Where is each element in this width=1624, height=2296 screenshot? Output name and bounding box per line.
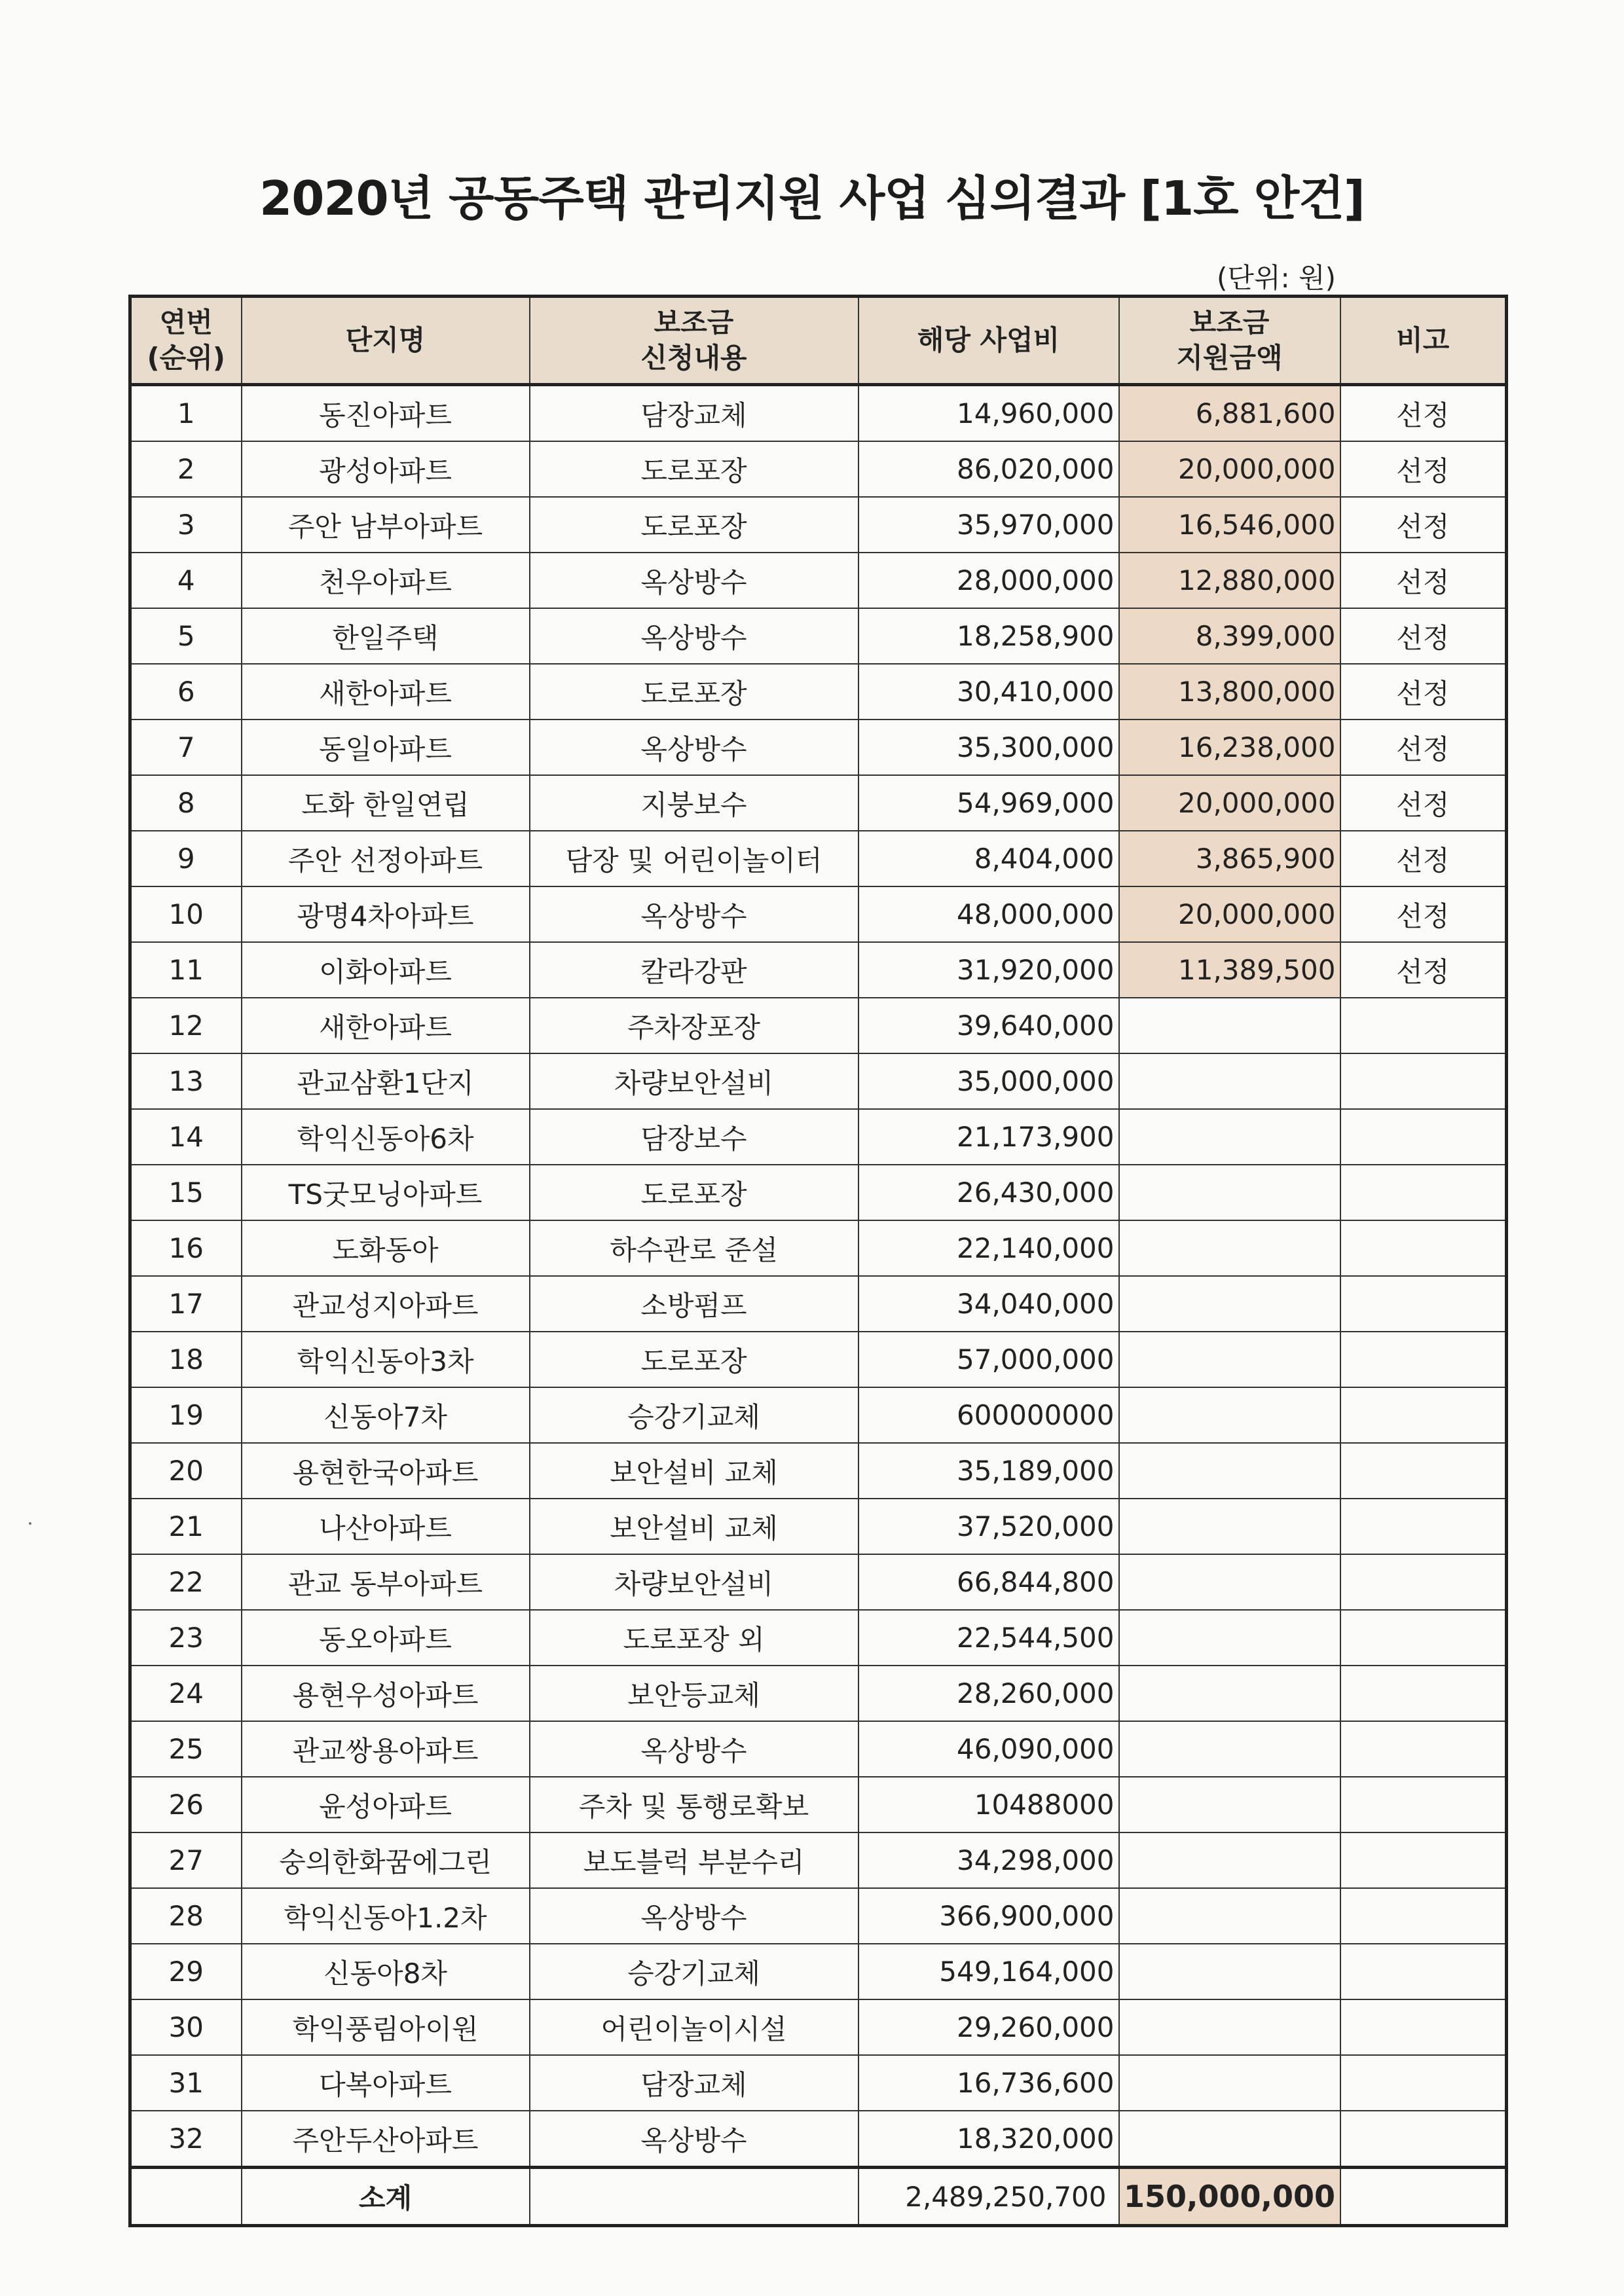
table-row <box>130 1220 1507 1276</box>
row-note: 선정 <box>1340 831 1507 886</box>
row-no: 18 <box>130 1332 242 1387</box>
table-row <box>130 942 1507 998</box>
document-title: 2020년 공동주택 관리지원 사업 심의결과 [1호 안건] <box>259 171 1365 226</box>
row-complex: 새한아파트 <box>242 998 530 1053</box>
header-note-text: 비고 <box>1396 324 1450 356</box>
row-request: 옥상방수 <box>530 2111 858 2168</box>
row-cost: 21,173,900 <box>858 1109 1119 1165</box>
row-cost: 35,300,000 <box>858 720 1119 775</box>
table-row <box>130 998 1507 1053</box>
table-row <box>130 497 1507 553</box>
row-request: 도로포장 <box>530 1165 858 1220</box>
row-complex: 천우아파트 <box>242 553 530 608</box>
table-row <box>130 1332 1507 1387</box>
row-note: 선정 <box>1340 385 1507 442</box>
scan-speck <box>29 1522 31 1525</box>
header-subsidy <box>1119 297 1340 385</box>
header-complex <box>242 297 530 385</box>
header-no <box>130 297 242 385</box>
header-request-text: 보조금 신청내용 <box>640 306 747 374</box>
row-subsidy <box>1119 1944 1340 1999</box>
row-no: 2 <box>130 441 242 497</box>
total-no-cell <box>130 2168 242 2226</box>
row-request: 담장교체 <box>530 2055 858 2111</box>
row-request: 보안등교체 <box>530 1666 858 1721</box>
row-note <box>1340 1999 1507 2055</box>
table-row <box>130 886 1507 942</box>
row-subsidy <box>1119 1777 1340 1832</box>
row-complex: 신동아8차 <box>242 1944 530 1999</box>
row-note <box>1340 1777 1507 1832</box>
row-subsidy: 12,880,000 <box>1119 553 1340 608</box>
row-subsidy <box>1119 1443 1340 1499</box>
row-no: 19 <box>130 1387 242 1443</box>
row-subsidy: 20,000,000 <box>1119 441 1340 497</box>
total-note-cell <box>1340 2168 1507 2226</box>
row-cost: 549,164,000 <box>858 1944 1119 1999</box>
row-subsidy: 6,881,600 <box>1119 385 1340 442</box>
row-no: 27 <box>130 1832 242 1888</box>
row-subsidy <box>1119 1220 1340 1276</box>
total-cost: 2,489,250,700 <box>858 2168 1119 2226</box>
row-complex: 용현한국아파트 <box>242 1443 530 1499</box>
table-row <box>130 664 1507 720</box>
total-row <box>130 2168 1507 2226</box>
row-complex: 학익풍림아이원 <box>242 1999 530 2055</box>
row-cost: 366,900,000 <box>858 1888 1119 1944</box>
row-request: 옥상방수 <box>530 886 858 942</box>
row-note <box>1340 1944 1507 1999</box>
row-subsidy <box>1119 1109 1340 1165</box>
row-request: 주차장포장 <box>530 998 858 1053</box>
header-no-text: 연번 (순위) <box>147 306 226 374</box>
row-subsidy: 3,865,900 <box>1119 831 1340 886</box>
row-subsidy <box>1119 2055 1340 2111</box>
row-complex: 다복아파트 <box>242 2055 530 2111</box>
row-complex: 관교쌍용아파트 <box>242 1721 530 1777</box>
row-note: 선정 <box>1340 720 1507 775</box>
total-request-cell <box>530 2168 858 2226</box>
row-subsidy <box>1119 1666 1340 1721</box>
total-subsidy: 150,000,000 <box>1119 2168 1340 2226</box>
row-complex: 동진아파트 <box>242 385 530 442</box>
row-complex: 관교성지아파트 <box>242 1276 530 1332</box>
row-request: 도로포장 <box>530 441 858 497</box>
row-request: 도로포장 <box>530 1332 858 1387</box>
table-row <box>130 1999 1507 2055</box>
row-subsidy: 8,399,000 <box>1119 608 1340 664</box>
table-row <box>130 1387 1507 1443</box>
row-request: 도로포장 <box>530 497 858 553</box>
row-note <box>1340 1443 1507 1499</box>
table-row <box>130 553 1507 608</box>
row-note: 선정 <box>1340 664 1507 720</box>
table-row <box>130 1832 1507 1888</box>
row-note <box>1340 2055 1507 2111</box>
row-complex: 광명4차아파트 <box>242 886 530 942</box>
row-no: 31 <box>130 2055 242 2111</box>
row-cost: 54,969,000 <box>858 775 1119 831</box>
row-subsidy <box>1119 1387 1340 1443</box>
row-note: 선정 <box>1340 942 1507 998</box>
row-complex: 주안두산아파트 <box>242 2111 530 2168</box>
row-note <box>1340 1721 1507 1777</box>
table-row <box>130 1109 1507 1165</box>
row-no: 25 <box>130 1721 242 1777</box>
row-no: 29 <box>130 1944 242 1999</box>
row-note: 선정 <box>1340 886 1507 942</box>
row-subsidy <box>1119 1053 1340 1109</box>
row-subsidy <box>1119 1888 1340 1944</box>
unit-label: (단위: 원) <box>1217 262 1336 294</box>
row-note <box>1340 1554 1507 1610</box>
row-no: 16 <box>130 1220 242 1276</box>
row-cost: 29,260,000 <box>858 1999 1119 2055</box>
row-note: 선정 <box>1340 497 1507 553</box>
row-cost: 46,090,000 <box>858 1721 1119 1777</box>
row-complex: 관교삼환1단지 <box>242 1053 530 1109</box>
row-cost: 8,404,000 <box>858 831 1119 886</box>
row-request: 옥상방수 <box>530 553 858 608</box>
table-row <box>130 831 1507 886</box>
row-subsidy <box>1119 1165 1340 1220</box>
table-header <box>130 297 1507 385</box>
row-complex: 주안 선정아파트 <box>242 831 530 886</box>
row-subsidy: 20,000,000 <box>1119 886 1340 942</box>
row-request: 승강기교체 <box>530 1944 858 1999</box>
row-subsidy: 13,800,000 <box>1119 664 1340 720</box>
row-note <box>1340 1888 1507 1944</box>
row-subsidy: 16,238,000 <box>1119 720 1340 775</box>
row-cost: 34,040,000 <box>858 1276 1119 1332</box>
row-note: 선정 <box>1340 553 1507 608</box>
table-row <box>130 1165 1507 1220</box>
row-request: 도로포장 <box>530 664 858 720</box>
row-complex: 학익신동아1.2차 <box>242 1888 530 1944</box>
row-cost: 18,320,000 <box>858 2111 1119 2168</box>
row-request: 보안설비 교체 <box>530 1443 858 1499</box>
row-cost: 600000000 <box>858 1387 1119 1443</box>
header-cost-text: 해당 사업비 <box>917 324 1060 356</box>
row-no: 24 <box>130 1666 242 1721</box>
row-request: 담장 및 어린이놀이터 <box>530 831 858 886</box>
row-cost: 34,298,000 <box>858 1832 1119 1888</box>
row-subsidy: 16,546,000 <box>1119 497 1340 553</box>
header-note <box>1340 297 1507 385</box>
results-table <box>128 295 1508 2227</box>
row-no: 10 <box>130 886 242 942</box>
row-note: 선정 <box>1340 608 1507 664</box>
row-request: 보안설비 교체 <box>530 1499 858 1554</box>
row-cost: 48,000,000 <box>858 886 1119 942</box>
row-subsidy <box>1119 998 1340 1053</box>
row-request: 담장교체 <box>530 385 858 442</box>
table-row <box>130 1777 1507 1832</box>
row-complex: 관교 동부아파트 <box>242 1554 530 1610</box>
table-row <box>130 1554 1507 1610</box>
row-subsidy: 20,000,000 <box>1119 775 1340 831</box>
row-no: 4 <box>130 553 242 608</box>
row-no: 23 <box>130 1610 242 1666</box>
row-cost: 37,520,000 <box>858 1499 1119 1554</box>
row-cost: 18,258,900 <box>858 608 1119 664</box>
table-row <box>130 441 1507 497</box>
row-request: 차량보안설비 <box>530 1554 858 1610</box>
row-no: 1 <box>130 385 242 442</box>
table-row <box>130 720 1507 775</box>
row-note <box>1340 1220 1507 1276</box>
header-request <box>530 297 858 385</box>
row-cost: 35,970,000 <box>858 497 1119 553</box>
row-complex: 도화동아 <box>242 1220 530 1276</box>
row-request: 하수관로 준설 <box>530 1220 858 1276</box>
table-row <box>130 1888 1507 1944</box>
row-note: 선정 <box>1340 441 1507 497</box>
row-subsidy <box>1119 1832 1340 1888</box>
row-subsidy <box>1119 1276 1340 1332</box>
row-no: 21 <box>130 1499 242 1554</box>
row-no: 5 <box>130 608 242 664</box>
row-cost: 35,000,000 <box>858 1053 1119 1109</box>
row-request: 도로포장 외 <box>530 1610 858 1666</box>
row-complex: TS굿모닝아파트 <box>242 1165 530 1220</box>
row-request: 옥상방수 <box>530 1888 858 1944</box>
row-no: 3 <box>130 497 242 553</box>
table-row <box>130 1443 1507 1499</box>
row-complex: 용현우성아파트 <box>242 1666 530 1721</box>
row-complex: 이화아파트 <box>242 942 530 998</box>
row-complex: 학익신동아3차 <box>242 1332 530 1387</box>
row-complex: 신동아7차 <box>242 1387 530 1443</box>
row-no: 30 <box>130 1999 242 2055</box>
row-no: 20 <box>130 1443 242 1499</box>
row-no: 6 <box>130 664 242 720</box>
row-cost: 66,844,800 <box>858 1554 1119 1610</box>
row-complex: 동오아파트 <box>242 1610 530 1666</box>
row-no: 9 <box>130 831 242 886</box>
row-no: 32 <box>130 2111 242 2168</box>
row-cost: 28,260,000 <box>858 1666 1119 1721</box>
row-subsidy: 11,389,500 <box>1119 942 1340 998</box>
table-row <box>130 1610 1507 1666</box>
table-row <box>130 1666 1507 1721</box>
row-subsidy <box>1119 1499 1340 1554</box>
table-row <box>130 1721 1507 1777</box>
row-request: 옥상방수 <box>530 1721 858 1777</box>
table-row <box>130 1499 1507 1554</box>
row-complex: 한일주택 <box>242 608 530 664</box>
table-row <box>130 1944 1507 1999</box>
row-complex: 학익신동아6차 <box>242 1109 530 1165</box>
row-note: 선정 <box>1340 775 1507 831</box>
row-request: 차량보안설비 <box>530 1053 858 1109</box>
row-no: 12 <box>130 998 242 1053</box>
row-subsidy <box>1119 1554 1340 1610</box>
row-cost: 31,920,000 <box>858 942 1119 998</box>
total-label: 소계 <box>242 2168 530 2226</box>
row-no: 13 <box>130 1053 242 1109</box>
table-body <box>130 385 1507 2168</box>
row-note <box>1340 2111 1507 2168</box>
row-request: 어린이놀이시설 <box>530 1999 858 2055</box>
header-subsidy-text: 보조금 지원금액 <box>1176 306 1283 374</box>
row-subsidy <box>1119 2111 1340 2168</box>
row-cost: 57,000,000 <box>858 1332 1119 1387</box>
row-cost: 86,020,000 <box>858 441 1119 497</box>
row-no: 28 <box>130 1888 242 1944</box>
row-note <box>1340 1832 1507 1888</box>
table-row <box>130 1276 1507 1332</box>
row-request: 지붕보수 <box>530 775 858 831</box>
row-note <box>1340 1610 1507 1666</box>
row-cost: 16,736,600 <box>858 2055 1119 2111</box>
row-no: 22 <box>130 1554 242 1610</box>
header-cost <box>858 297 1119 385</box>
row-complex: 나산아파트 <box>242 1499 530 1554</box>
row-request: 칼라강판 <box>530 942 858 998</box>
row-subsidy <box>1119 1721 1340 1777</box>
row-no: 15 <box>130 1165 242 1220</box>
row-cost: 35,189,000 <box>858 1443 1119 1499</box>
table-row <box>130 2055 1507 2111</box>
row-request: 주차 및 통행로확보 <box>530 1777 858 1832</box>
row-note <box>1340 1053 1507 1109</box>
row-request: 담장보수 <box>530 1109 858 1165</box>
table-row <box>130 2111 1507 2168</box>
row-note <box>1340 1666 1507 1721</box>
table-row <box>130 385 1507 442</box>
row-note <box>1340 1499 1507 1554</box>
row-note <box>1340 1276 1507 1332</box>
row-complex: 도화 한일연립 <box>242 775 530 831</box>
row-complex: 숭의한화꿈에그린 <box>242 1832 530 1888</box>
row-complex: 새한아파트 <box>242 664 530 720</box>
row-cost: 22,140,000 <box>858 1220 1119 1276</box>
row-no: 17 <box>130 1276 242 1332</box>
row-subsidy <box>1119 1332 1340 1387</box>
row-complex: 광성아파트 <box>242 441 530 497</box>
row-cost: 14,960,000 <box>858 385 1119 442</box>
header-complex-text: 단지명 <box>345 324 426 356</box>
row-cost: 26,430,000 <box>858 1165 1119 1220</box>
table-row <box>130 1053 1507 1109</box>
table-row <box>130 775 1507 831</box>
row-note <box>1340 1387 1507 1443</box>
row-no: 26 <box>130 1777 242 1832</box>
row-request: 승강기교체 <box>530 1387 858 1443</box>
row-no: 8 <box>130 775 242 831</box>
row-note <box>1340 1332 1507 1387</box>
row-note <box>1340 1109 1507 1165</box>
row-note <box>1340 998 1507 1053</box>
row-cost: 39,640,000 <box>858 998 1119 1053</box>
row-complex: 주안 남부아파트 <box>242 497 530 553</box>
row-subsidy <box>1119 1610 1340 1666</box>
row-note <box>1340 1165 1507 1220</box>
row-complex: 윤성아파트 <box>242 1777 530 1832</box>
table-row <box>130 608 1507 664</box>
row-cost: 30,410,000 <box>858 664 1119 720</box>
row-cost: 28,000,000 <box>858 553 1119 608</box>
row-no: 7 <box>130 720 242 775</box>
row-cost: 22,544,500 <box>858 1610 1119 1666</box>
row-request: 보도블럭 부분수리 <box>530 1832 858 1888</box>
row-cost: 10488000 <box>858 1777 1119 1832</box>
row-complex: 동일아파트 <box>242 720 530 775</box>
row-no: 11 <box>130 942 242 998</box>
row-request: 옥상방수 <box>530 608 858 664</box>
row-request: 소방펌프 <box>530 1276 858 1332</box>
row-no: 14 <box>130 1109 242 1165</box>
row-request: 옥상방수 <box>530 720 858 775</box>
row-subsidy <box>1119 1999 1340 2055</box>
